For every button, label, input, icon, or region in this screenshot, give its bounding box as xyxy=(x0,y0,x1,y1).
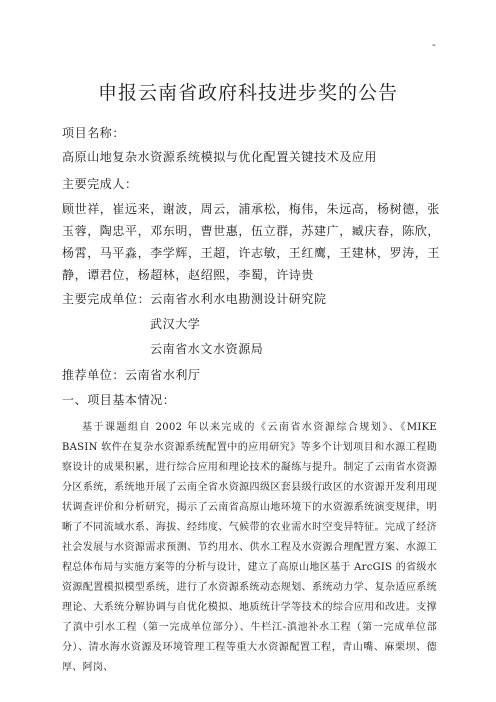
main-unit-1: 云南省水利水电勘测设计研究院 xyxy=(150,292,327,306)
page-corner-mark: - xyxy=(432,38,436,51)
main-unit-2: 武汉大学 xyxy=(150,317,201,331)
main-units-label: 主要完成单位： xyxy=(62,292,151,306)
main-unit-3: 云南省水文水资源局 xyxy=(150,342,264,356)
main-contributors-label: 主要完成人： xyxy=(62,177,138,191)
project-overview-paragraph: 基于课题组自 2002 年以来完成的《云南省水资源综合规划》、《MIKE BASIN 软件在复杂水资源系统配置中的应用研究》等多个计划项目和水源工程勘察设计的成果积累，进行综合应用和理论技术的凝练与提升。制定了云南省水资源分区系统，系统地开展了云南全省水资源四级区套县级行政区的水资源开发利用现状调查评价和分析研究，揭示了云南省高原山地环境下的水资源系统演变规律，明晰了不同流域水系、海拔、经纬度、气候带的农业需水时空变异特征。完成了经济社会发展与水资源需求预测、节约用水、供水工程及水资源合理配置方案、水源工程总体布局与实施方案等的分析与设计，建立了高原山地区基于 ArcGIS 的省级水资源配置模拟模型系统，进行了水资源系统动态规划、系统动力学、复杂适应系统理论、大系统分解协调与自优化模拟、地质统计学等技术的综合应用和改进。支撑了滇中引水工程（第一完成单位部分）、牛栏江-滇池补水工程（第一完成单位部分）、清水海水资源及环境管理工程等重大水资源配置工程，青山嘴、麻栗坝、德厚、阿岗、 xyxy=(62,422,437,673)
recommending-unit-row xyxy=(62,364,440,386)
document-title: 申报云南省政府科技进步奖的公告 xyxy=(97,82,398,104)
project-name-label: 项目名称： xyxy=(62,126,126,140)
recommending-unit-label: 推荐单位： xyxy=(62,368,126,382)
project-name: 高原山地复杂水资源系统模拟与优化配置关键技术及应用 xyxy=(62,150,378,164)
recommending-unit: 云南省水利厅 xyxy=(125,368,201,382)
main-contributors: 顾世祥，崔远来，谢波，周云，浦承松，梅伟，朱远高，杨树德，张玉蓉，陶忠平，邓东明，曹世惠，伍立群，苏建广，臧庆春，陈欣，杨霄，马平淼，李学辉，王超，许志敏，王红鹰，王建林，罗涛，王静，谭君位，杨超林，赵绍熙，李蜀，许诗贵 xyxy=(62,202,441,282)
section-heading: 一、项目基本情况： xyxy=(62,393,176,407)
main-units-label-row xyxy=(62,288,440,310)
